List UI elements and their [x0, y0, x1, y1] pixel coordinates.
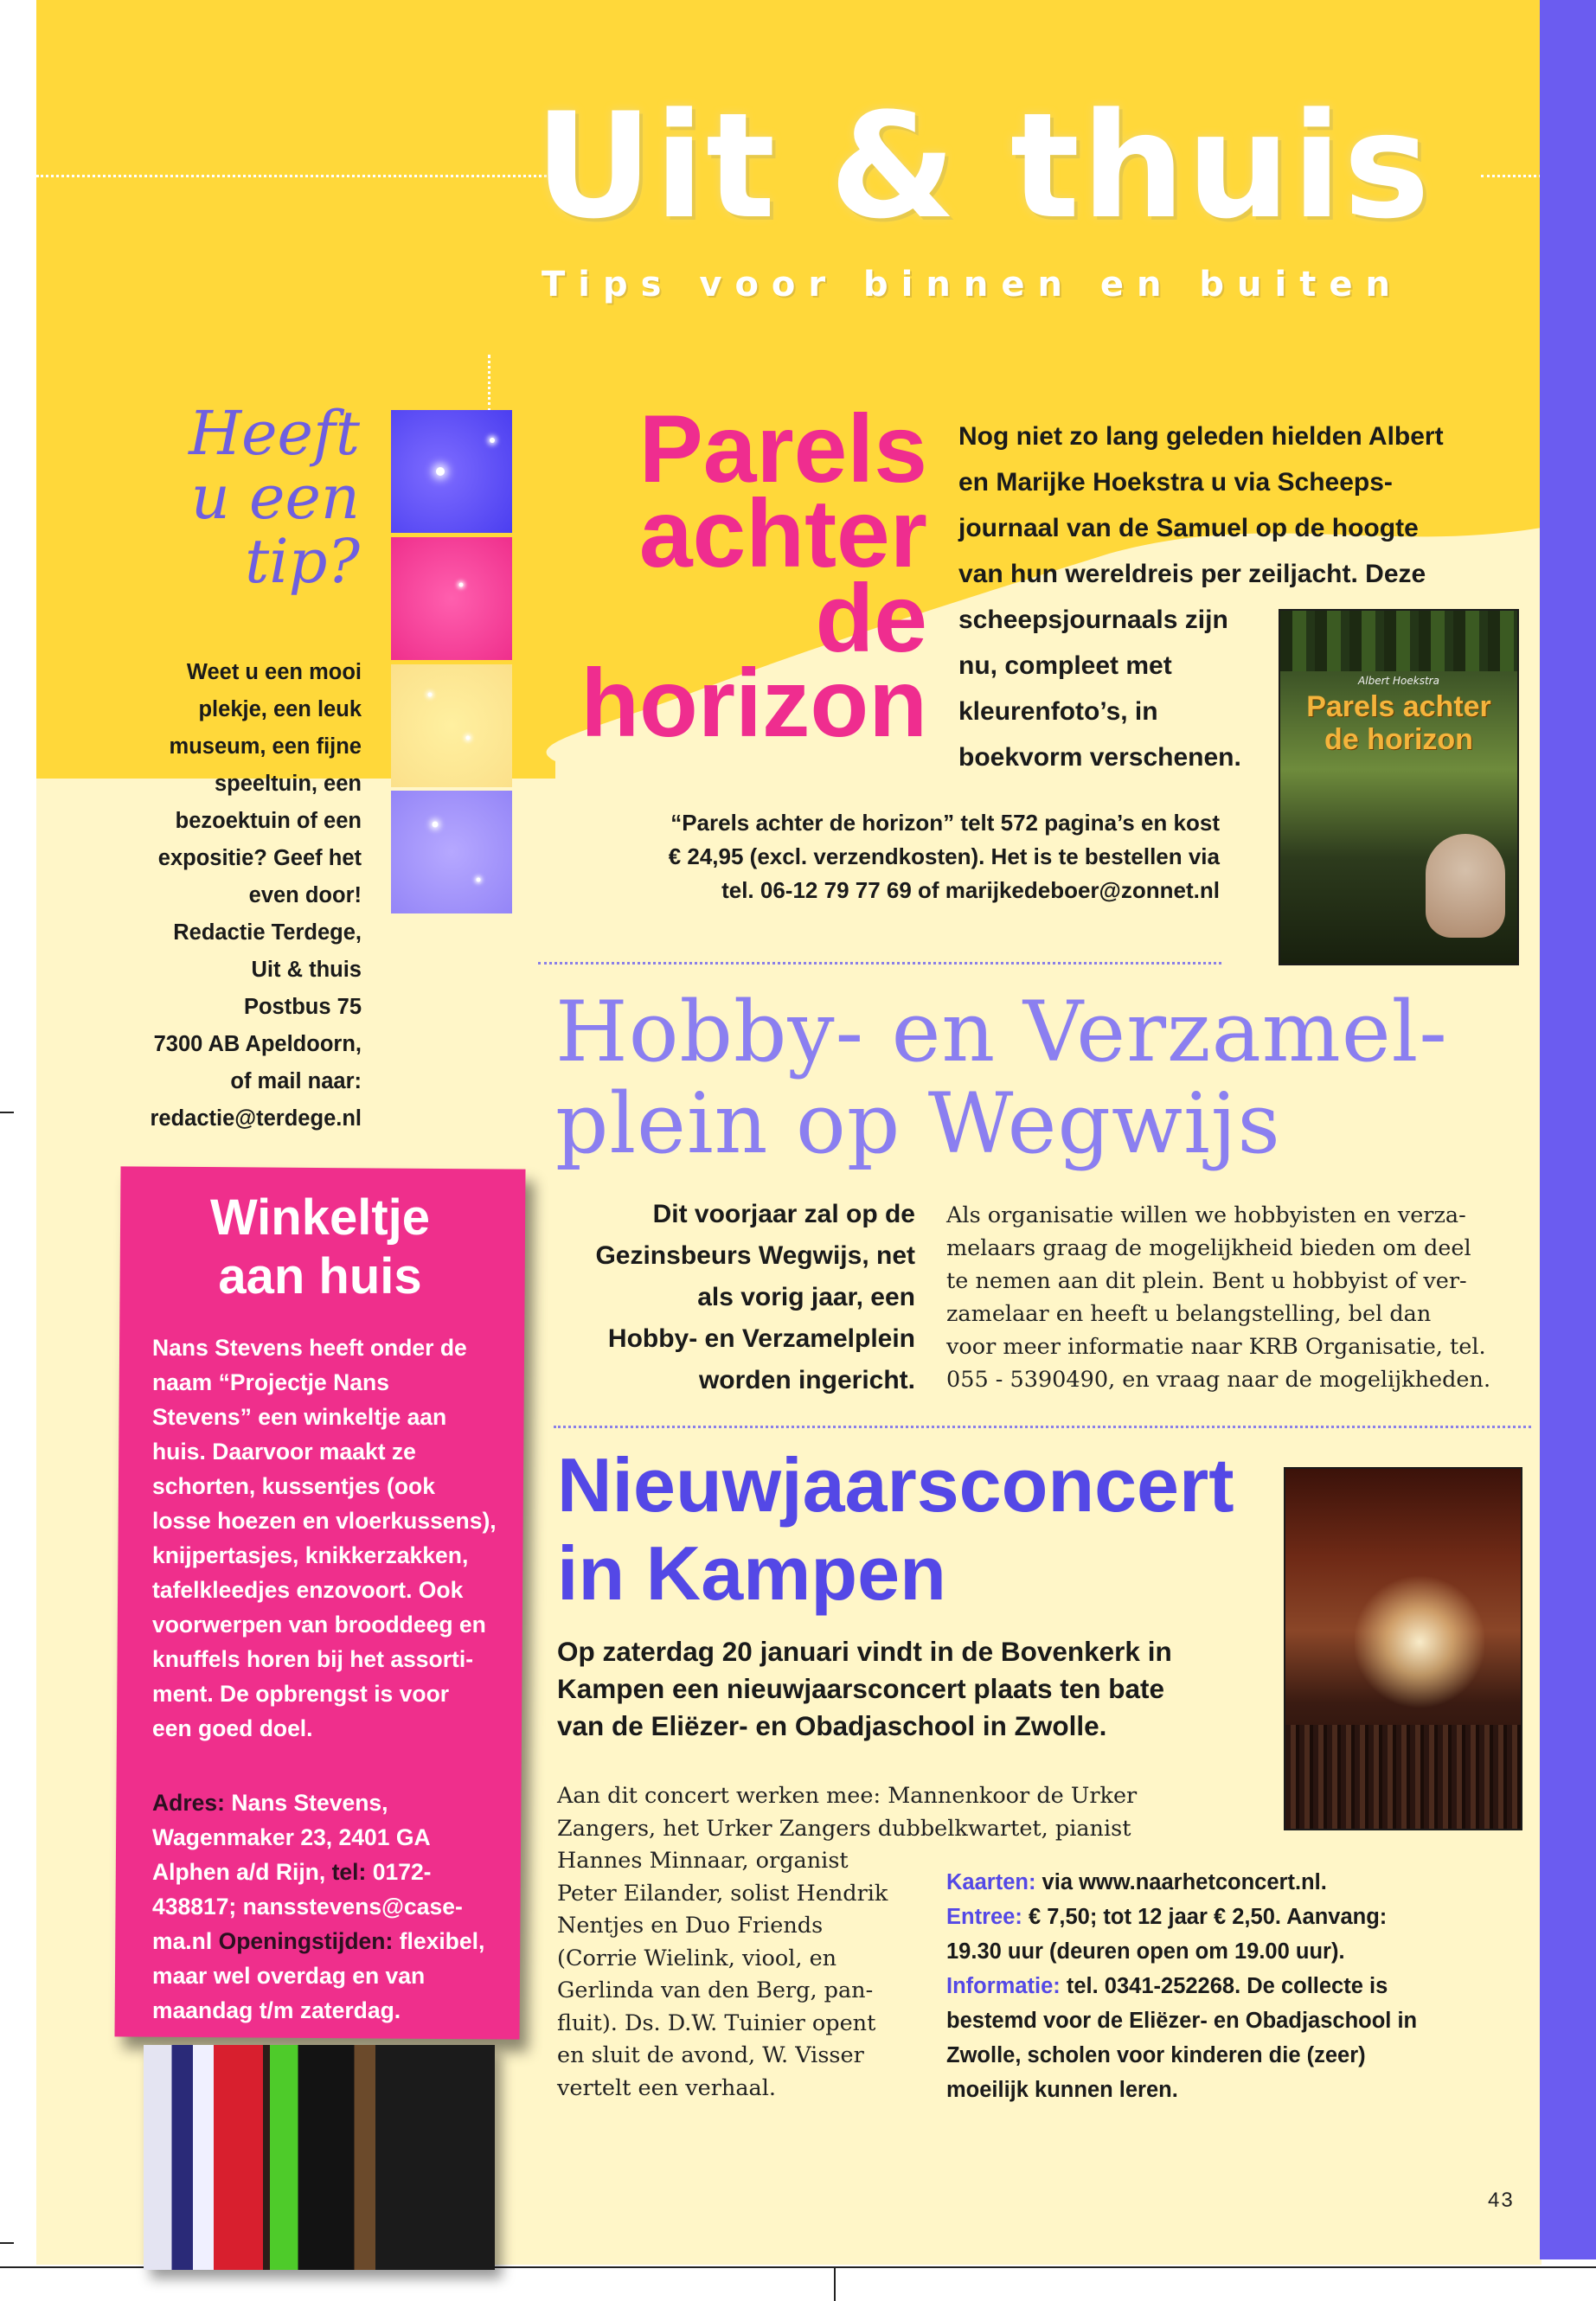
church-concert-photo — [1284, 1467, 1522, 1830]
squares-dotted-line — [488, 355, 490, 412]
tip-heading-line: u een — [190, 462, 360, 534]
informatie-text: tel. 0341-252268. De collecte is — [1066, 1974, 1388, 1998]
crop-tick — [0, 2242, 14, 2244]
book-author: Albert Hoekstra — [1358, 675, 1439, 687]
winkeltje-line: knuffels horen bij het assorti- — [152, 1646, 474, 1672]
winkeltje-address — [152, 1785, 516, 2028]
decor-square-lilac — [391, 791, 512, 913]
hobby-body-line: te nemen aan dit plein. Bent u hobbyist of ver- — [946, 1268, 1467, 1294]
concert-body-line: Hannes Minnaar, organist — [557, 1848, 849, 1874]
decor-square-pink — [391, 537, 512, 660]
address-line: maandag t/m zaterdag. — [152, 1997, 401, 2023]
informatie-label: Informatie: — [946, 1974, 1061, 1998]
hobby-heading-line: plein op Wegwijs — [555, 1075, 1281, 1172]
book-cover-image — [1279, 609, 1519, 965]
address-text: Nans Stevens, — [231, 1790, 388, 1816]
concert-heading-line: Nieuwjaarsconcert — [557, 1442, 1234, 1528]
hobby-heading — [555, 986, 1524, 1170]
hobby-intro-line: Dit voorjaar zal op de — [652, 1200, 915, 1228]
tip-line: Uit & thuis — [251, 958, 362, 982]
parels-intro-line: scheepsjournaals zijn — [958, 606, 1228, 634]
concert-intro-line: van de Eliëzer- en Obadjaschool in Zwolle. — [557, 1710, 1107, 1741]
parels-heading-line: horizon — [580, 650, 927, 757]
parels-heading-line: achter — [638, 480, 927, 587]
concert-body-line: (Corrie Wielink, viool, en — [557, 1945, 837, 1971]
concert-body-line: Gerlinda van den Berg, pan- — [557, 1977, 874, 2003]
address-line — [152, 1785, 516, 1820]
hobby-body-line: voor meer informatie naar KRB Organisatie, tel. — [946, 1334, 1486, 1360]
parels-intro-line: Nog niet zo lang geleden hielden Albert — [958, 422, 1444, 451]
right-color-strip — [1540, 0, 1596, 2259]
tip-line: Redactie Terdege, — [173, 920, 362, 945]
concert-heading-line: in Kampen — [557, 1530, 946, 1616]
winkeltje-line: Nans Stevens heeft onder de — [152, 1335, 467, 1361]
concert-intro-line: Kampen een nieuwjaarsconcert plaats ten bate — [557, 1673, 1164, 1704]
concert-body-line: en sluit de avond, W. Visser — [557, 2042, 864, 2068]
book-title — [1280, 690, 1517, 756]
concert-heading — [557, 1441, 1284, 1618]
fabric-products-photo — [144, 2045, 495, 2270]
winkeltje-line: Stevens” een winkeltje aan — [152, 1404, 447, 1430]
book-title-line: Parels achter — [1306, 690, 1491, 723]
adres-label: Adres: — [152, 1790, 225, 1816]
tip-line: expositie? Geef het — [157, 846, 362, 870]
concert-info-line: bestemd voor de Eliëzer- en Obadjaschool in — [946, 2009, 1418, 2033]
tip-heading-line: Heeft — [189, 398, 360, 469]
kaarten-link[interactable]: via www.naarhetconcert.nl. — [1042, 1870, 1327, 1894]
tip-line: speeltuin, een — [214, 772, 362, 796]
address-line[interactable]: 438817; nansstevens@case- — [152, 1894, 463, 1920]
tip-heading-line: tip? — [245, 526, 360, 598]
address-line: maar wel overdag en van — [152, 1963, 426, 1989]
winkeltje-line: huis. Daarvoor maakt ze — [152, 1439, 416, 1465]
hobby-intro-line: worden ingericht. — [698, 1366, 915, 1394]
tip-line: bezoektuin of een — [175, 809, 362, 833]
openingstijden-label: Openingstijden: — [218, 1928, 394, 1954]
concert-info-line: moeilijk kunnen leren. — [946, 2078, 1178, 2102]
sparkle-icon — [477, 878, 481, 882]
address-line: Wagenmaker 23, 2401 GA — [152, 1824, 431, 1850]
hobby-intro-line: als vorig jaar, een — [697, 1283, 915, 1311]
hobby-intro — [554, 1194, 915, 1401]
address-line — [152, 1855, 516, 1889]
tip-body — [87, 654, 362, 1138]
hobby-intro-line: Gezinsbeurs Wegwijs, net — [595, 1241, 915, 1270]
winkeltje-heading — [118, 1189, 522, 1306]
parels-intro-line: en Marijke Hoekstra u via Scheeps- — [958, 468, 1393, 497]
entree-label: Entree: — [946, 1905, 1022, 1929]
winkeltje-body — [152, 1330, 516, 1746]
concert-body-line: Aan dit concert werken mee: Mannenkoor de Urker — [557, 1783, 1138, 1809]
winkeltje-line: schorten, kussentjes (ook — [152, 1473, 435, 1499]
winkeltje-heading-line: Winkeltje — [209, 1189, 431, 1246]
parels-intro-line: journaal van de Samuel op de hoogte — [958, 514, 1419, 542]
crop-tick — [0, 1112, 14, 1113]
hobby-heading-line: Hobby- en Verzamel- — [555, 984, 1448, 1080]
hobby-body-line: 055 - 5390490, en vraag naar de mogelijkheden. — [946, 1367, 1491, 1393]
address-text: 0172- — [372, 1859, 432, 1885]
sparkle-icon — [436, 467, 445, 476]
address-text: Alphen a/d Rijn, — [152, 1859, 326, 1885]
tip-email[interactable]: redactie@terdege.nl — [150, 1106, 362, 1131]
parels-intro-line: nu, compleet met — [958, 651, 1172, 680]
winkeltje-line: ment. De opbrengst is voor — [152, 1681, 450, 1707]
winkeltje-line: knijpertasjes, knikkerzakken, — [152, 1542, 469, 1568]
crop-line-center — [834, 2268, 836, 2301]
header-dotted-rule-right — [1481, 175, 1542, 177]
concert-body-line: Peter Eilander, solist Hendrik — [557, 1880, 888, 1907]
address-line — [152, 1924, 516, 1958]
tip-line: 7300 AB Apeldoorn, — [153, 1032, 362, 1056]
header-dotted-rule-left — [36, 175, 547, 177]
divider-parels-hobby — [538, 962, 1221, 965]
winkeltje-line: naam “Projectje Nans — [152, 1369, 389, 1395]
concert-info-line — [946, 1865, 1522, 1900]
hobby-intro-line: Hobby- en Verzamelplein — [607, 1324, 915, 1353]
parels-info-line[interactable]: tel. 06-12 79 77 69 of marijkedeboer@zonnet.nl — [721, 877, 1220, 903]
sparkle-icon — [466, 736, 471, 740]
section-subtitle: Tips voor binnen en buiten — [542, 265, 1403, 304]
address-text: flexibel, — [399, 1928, 485, 1954]
hobby-body-line: melaars graag de mogelijkheid bieden om deel — [946, 1235, 1471, 1261]
parels-heading — [519, 395, 927, 757]
winkeltje-line: tafelkleedjes enzovoort. Ook — [152, 1577, 464, 1603]
kaarten-label: Kaarten: — [946, 1870, 1036, 1894]
book-trees — [1280, 611, 1517, 671]
parels-intro-line: van hun wereldreis per zeiljacht. Deze — [958, 560, 1426, 588]
sparkle-icon — [433, 822, 439, 828]
tip-line: Weet u een mooi — [186, 660, 362, 684]
tel-label: tel: — [331, 1859, 367, 1885]
winkeltje-line: een goed doel. — [152, 1715, 313, 1741]
sparkle-icon — [428, 693, 433, 697]
parels-order-info — [554, 806, 1220, 907]
decor-square-blue — [391, 410, 512, 533]
concert-body-line: fluit). Ds. D.W. Tuinier opent — [557, 2009, 876, 2036]
tip-line: of mail naar: — [230, 1069, 362, 1093]
hobby-body — [946, 1199, 1517, 1396]
concert-info-line — [946, 1900, 1522, 1934]
sparkle-icon — [459, 583, 464, 587]
parels-intro-line: boekvorm verschenen. — [958, 743, 1241, 772]
concert-body-line: Nentjes en Duo Friends — [557, 1913, 824, 1939]
parels-info-line: € 24,95 (excl. verzendkosten). Het is te bestellen via — [668, 843, 1220, 869]
sparkle-icon — [490, 438, 495, 443]
parels-intro-line: kleurenfoto’s, in — [958, 697, 1158, 726]
concert-info-line: 19.30 uur (deuren open om 19.00 uur). — [946, 1939, 1345, 1964]
concert-intro-line: Op zaterdag 20 januari vindt in de Bovenkerk in — [557, 1636, 1172, 1667]
address-text: ma.nl — [152, 1928, 213, 1954]
concert-body-line: vertelt een verhaal. — [557, 2074, 777, 2101]
tip-line: even door! — [248, 883, 362, 907]
book-child-figure — [1426, 834, 1505, 938]
parels-heading-line: de — [815, 565, 927, 672]
tip-line: plekje, een leuk — [198, 697, 362, 721]
chandelier-lights — [1355, 1573, 1484, 1711]
parels-info-line: “Parels achter de horizon” telt 572 pagina’s en kost — [670, 810, 1220, 836]
concert-info-line — [946, 1969, 1522, 2003]
concert-body-line: Zangers, het Urker Zangers dubbelkwartet, pianist — [557, 1815, 1131, 1842]
concert-intro — [557, 1633, 1275, 1745]
winkeltje-line: losse hoezen en vloerkussens), — [152, 1508, 497, 1534]
page-number: 43 — [1488, 2189, 1515, 2212]
concert-practical-info — [946, 1865, 1522, 2107]
divider-hobby-concert — [554, 1426, 1531, 1428]
winkeltje-line: voorwerpen van brooddeeg en — [152, 1612, 486, 1638]
section-title: Uit & thuis — [535, 81, 1432, 251]
parels-heading-line: Parels — [638, 395, 927, 503]
tip-line: Postbus 75 — [243, 995, 362, 1019]
winkeltje-heading-line: aan huis — [218, 1248, 422, 1304]
hobby-body-line: Als organisatie willen we hobbyisten en verza- — [946, 1202, 1466, 1228]
tip-heading — [104, 398, 360, 598]
concert-info-line: Zwolle, scholen voor kinderen die (zeer) — [946, 2043, 1366, 2067]
audience-crowd — [1285, 1725, 1521, 1829]
decor-square-yellow — [391, 664, 512, 787]
entree-text: € 7,50; tot 12 jaar € 2,50. Aanvang: — [1028, 1905, 1388, 1929]
tip-line: museum, een fijne — [169, 734, 362, 759]
hobby-body-line: zamelaar en heeft u belangstelling, bel dan — [946, 1301, 1432, 1327]
book-title-line: de horizon — [1324, 723, 1473, 756]
